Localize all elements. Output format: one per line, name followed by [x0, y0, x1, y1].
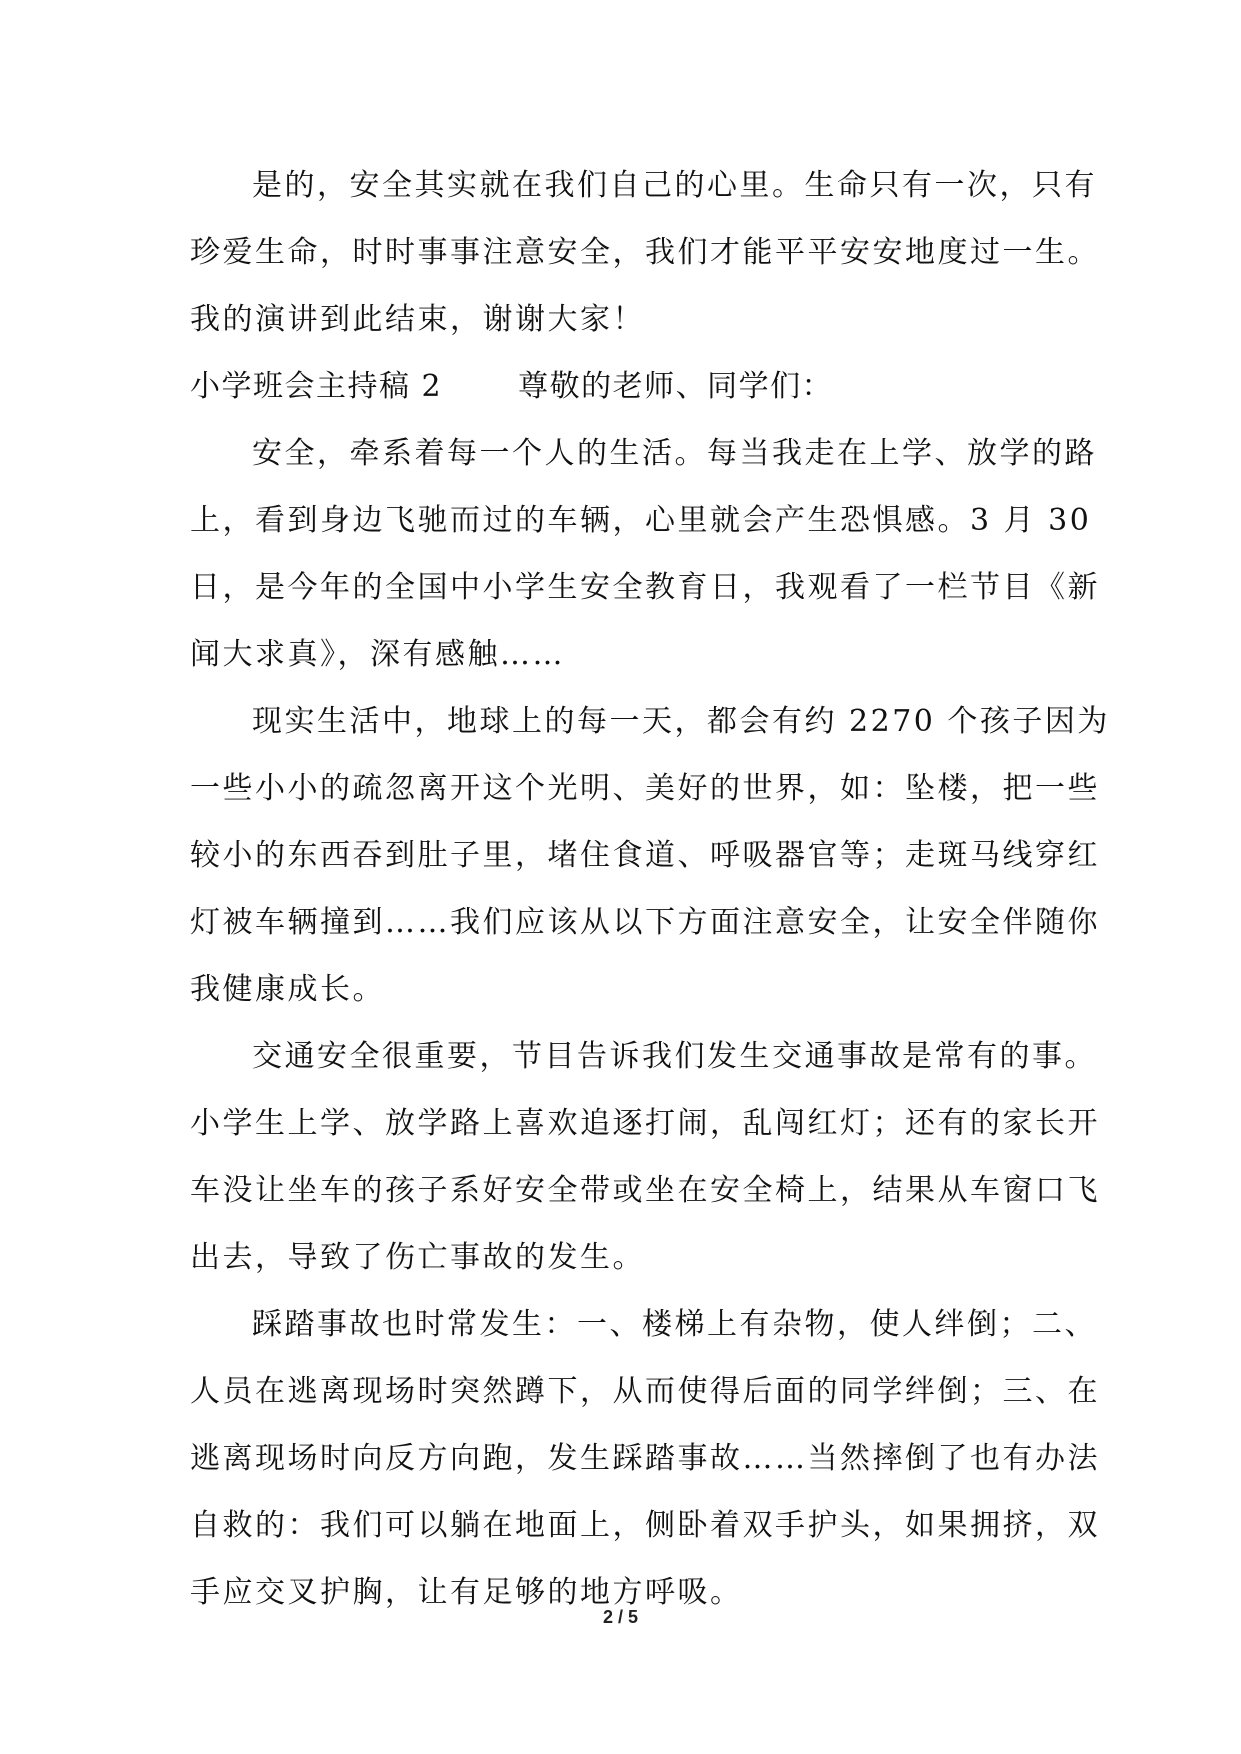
paragraph-line: 珍爱生命，时时事事注意安全，我们才能平平安安地度过一生。	[190, 235, 1100, 270]
paragraph-line: 自救的：我们可以躺在地面上，侧卧着双手护头，如果拥挤，双	[190, 1508, 1100, 1543]
paragraph-line: 闻大求真》，深有感触……	[190, 637, 565, 672]
paragraph-line: 踩踏事故也时常发生：一、楼梯上有杂物，使人绊倒；二、	[252, 1307, 1097, 1342]
paragraph-line: 出去，导致了伤亡事故的发生。	[190, 1240, 645, 1275]
paragraph-line: 安全，牵系着每一个人的生活。每当我走在上学、放学的路	[252, 436, 1097, 471]
greeting: 尊敬的老师、同学们：	[518, 369, 834, 404]
document-body	[190, 152, 1110, 1626]
paragraph-line: 我健康成长。	[190, 972, 385, 1007]
paragraph-line: 我的演讲到此结束，谢谢大家！	[190, 302, 645, 337]
paragraph-line: 灯被车辆撞到……我们应该从以下方面注意安全，让安全伴随你	[190, 905, 1100, 940]
page-number: 2 / 5	[602, 1607, 639, 1627]
paragraph-line: 上，看到身边飞驰而过的车辆，心里就会产生恐惧感。3 月 30	[190, 503, 1092, 538]
paragraph-line: 逃离现场时向反方向跑，发生踩踏事故……当然摔倒了也有办法	[190, 1441, 1100, 1476]
paragraph-line: 车没让坐车的孩子系好安全带或坐在安全椅上，结果从车窗口飞	[190, 1173, 1100, 1208]
paragraph-line: 较小的东西吞到肚子里，堵住食道、呼吸器官等；走斑马线穿红	[190, 838, 1100, 873]
paragraph-line: 小学生上学、放学路上喜欢追逐打闹，乱闯红灯；还有的家长开	[190, 1106, 1100, 1141]
section-heading-line	[190, 353, 1070, 420]
paragraph-line: 交通安全很重要，节目告诉我们发生交通事故是常有的事。	[252, 1039, 1097, 1074]
paragraph-line: 人员在逃离现场时突然蹲下，从而使得后面的同学绊倒；三、在	[190, 1374, 1100, 1409]
section-title: 小学班会主持稿 2	[190, 369, 443, 404]
paragraph-line: 手应交叉护胸，让有足够的地方呼吸。	[190, 1575, 743, 1610]
paragraph-line: 是的，安全其实就在我们自己的心里。生命只有一次，只有	[252, 168, 1097, 203]
paragraph-line: 现实生活中，地球上的每一天，都会有约 2270 个孩子因为	[252, 704, 1110, 739]
paragraph-line: 一些小小的疏忽离开这个光明、美好的世界，如：坠楼，把一些	[190, 771, 1100, 806]
paragraph-line: 日，是今年的全国中小学生安全教育日，我观看了一栏节目《新	[190, 570, 1100, 605]
